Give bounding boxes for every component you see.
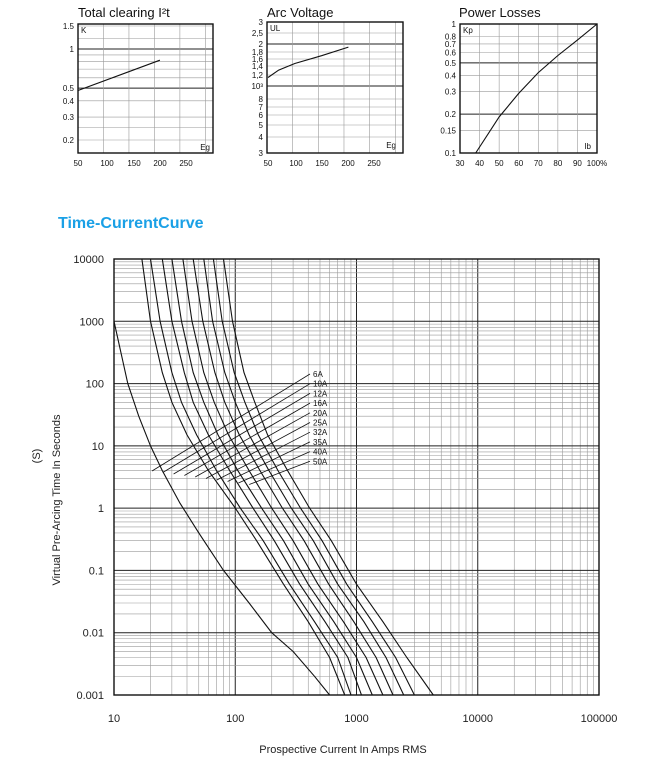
y-tick-label: 0.3	[444, 87, 456, 97]
y-tick-label: 0.5	[444, 58, 456, 68]
series-label: 25A	[313, 418, 328, 428]
x-tick-label: 60	[514, 159, 524, 168]
y-tick-label: 0.001	[76, 690, 104, 702]
x-tick-label: 250	[179, 159, 193, 168]
x-axis-label: Eg	[386, 141, 396, 150]
leader-line	[228, 442, 310, 482]
x-axis-label: Eg	[200, 143, 210, 152]
y-tick-label: 0.2	[444, 110, 456, 120]
x-tick-label: 100	[289, 159, 303, 168]
y-tick-label: 0.4	[62, 96, 74, 106]
y-axis-label: Virtual Pre-Arcing Time In Seconds	[51, 414, 63, 586]
y-tick-label: 0.3	[62, 113, 74, 123]
y-tick-label: 0.2	[62, 136, 74, 145]
plot-frame	[267, 22, 403, 153]
curve-i2t	[78, 60, 160, 90]
y-tick-label: 0.1	[88, 565, 104, 578]
series-label: 12A	[313, 389, 328, 399]
y-tick-label: 1,8	[251, 48, 263, 57]
y-tick-label: 0.5	[62, 84, 74, 94]
y-tick-label: 1,6	[251, 55, 263, 64]
y-tick-label: 1,2	[251, 71, 263, 80]
x-tick-label: 50	[73, 159, 83, 168]
curve-power-losses	[476, 24, 597, 153]
y-tick-label: 1.5	[62, 22, 74, 31]
leader-line	[206, 423, 310, 479]
series-label: 40A	[313, 447, 328, 457]
y-tick-label: 0.15	[440, 126, 456, 136]
y-tick-label: 0.01	[82, 627, 104, 640]
x-tick-label: 150	[315, 159, 329, 168]
x-tick-label: 200	[153, 159, 167, 168]
x-tick-label: 70	[533, 159, 543, 168]
curve-arc-voltage	[268, 47, 348, 77]
x-tick-label: 100	[100, 159, 114, 168]
series-label: 16A	[313, 399, 328, 409]
y-tick-label: 10000	[73, 254, 104, 266]
y-tick-label: 1	[451, 20, 456, 29]
y-tick-label: 8	[258, 95, 263, 104]
x-tick-label: 1000	[344, 713, 369, 725]
plot-frame	[460, 24, 597, 153]
y-tick-label: 3	[258, 149, 263, 158]
y-tick-label: 7	[258, 103, 263, 112]
series-label: 35A	[313, 437, 328, 447]
x-axis-label: Ib	[584, 142, 591, 151]
y-tick-label: 3	[258, 18, 263, 27]
y-tick-label: 0.8	[444, 32, 456, 42]
x-axis-label: Prospective Current In Amps RMS	[259, 744, 427, 756]
x-tick-label: 50	[494, 159, 504, 168]
y-tick-label: 100	[85, 378, 104, 391]
x-tick-label: 100000	[580, 713, 618, 725]
y-tick-label: 6	[258, 111, 263, 120]
y-axis-label: UL	[270, 24, 281, 33]
y-tick-label: 10³	[251, 82, 263, 91]
x-tick-label: 80	[553, 159, 563, 168]
chart-title: Power Losses	[459, 5, 541, 20]
y-tick-label: 1	[97, 503, 104, 516]
chart-time-current	[31, 254, 617, 756]
y-tick-label: 1	[69, 44, 74, 54]
y-tick-label: 4	[258, 133, 263, 142]
y-tick-label: 5	[258, 121, 263, 130]
y-tick-label: 2,5	[251, 29, 263, 38]
chart-title: Total clearing I²t	[78, 5, 170, 20]
series-label: 50A	[313, 457, 328, 467]
x-tick-label: 10000	[462, 713, 494, 725]
x-tick-label: 250	[367, 159, 381, 168]
series-label: 6A	[313, 370, 323, 379]
chart-title: Time-CurrentCurve	[58, 215, 204, 232]
x-tick-label: 30	[455, 159, 465, 168]
chart-arc-voltage	[251, 18, 403, 168]
y-tick-label: 0.6	[444, 48, 456, 58]
chart-i2t	[63, 22, 213, 168]
x-tick-label: 150	[127, 159, 141, 168]
x-tick-label: 40	[475, 159, 485, 168]
y-tick-label: 1,4	[251, 62, 263, 71]
x-tick-label: 200	[341, 159, 355, 168]
x-tick-label: 10	[107, 713, 121, 725]
x-tick-label: 100%	[586, 159, 608, 168]
x-tick-label: 50	[263, 159, 273, 168]
y-axis-unit: (S)	[31, 448, 43, 464]
y-tick-label: 0.1	[444, 149, 456, 158]
y-axis-label: K	[81, 26, 87, 35]
y-tick-label: 0.4	[444, 71, 456, 81]
chart-title: Arc Voltage	[267, 5, 334, 20]
y-tick-label: 2	[258, 40, 263, 49]
series-label: 20A	[313, 408, 328, 418]
series-label: 32A	[313, 428, 328, 438]
y-axis-label: Kp	[463, 26, 473, 35]
chart-power-losses	[440, 20, 607, 168]
leader-line	[163, 384, 310, 473]
y-tick-label: 10	[91, 440, 104, 453]
series-label: 10A	[313, 379, 328, 389]
y-tick-label: 1000	[79, 316, 104, 329]
x-tick-label: 90	[572, 159, 582, 168]
y-tick-label: 0.7	[444, 39, 456, 49]
x-tick-label: 100	[226, 713, 245, 725]
